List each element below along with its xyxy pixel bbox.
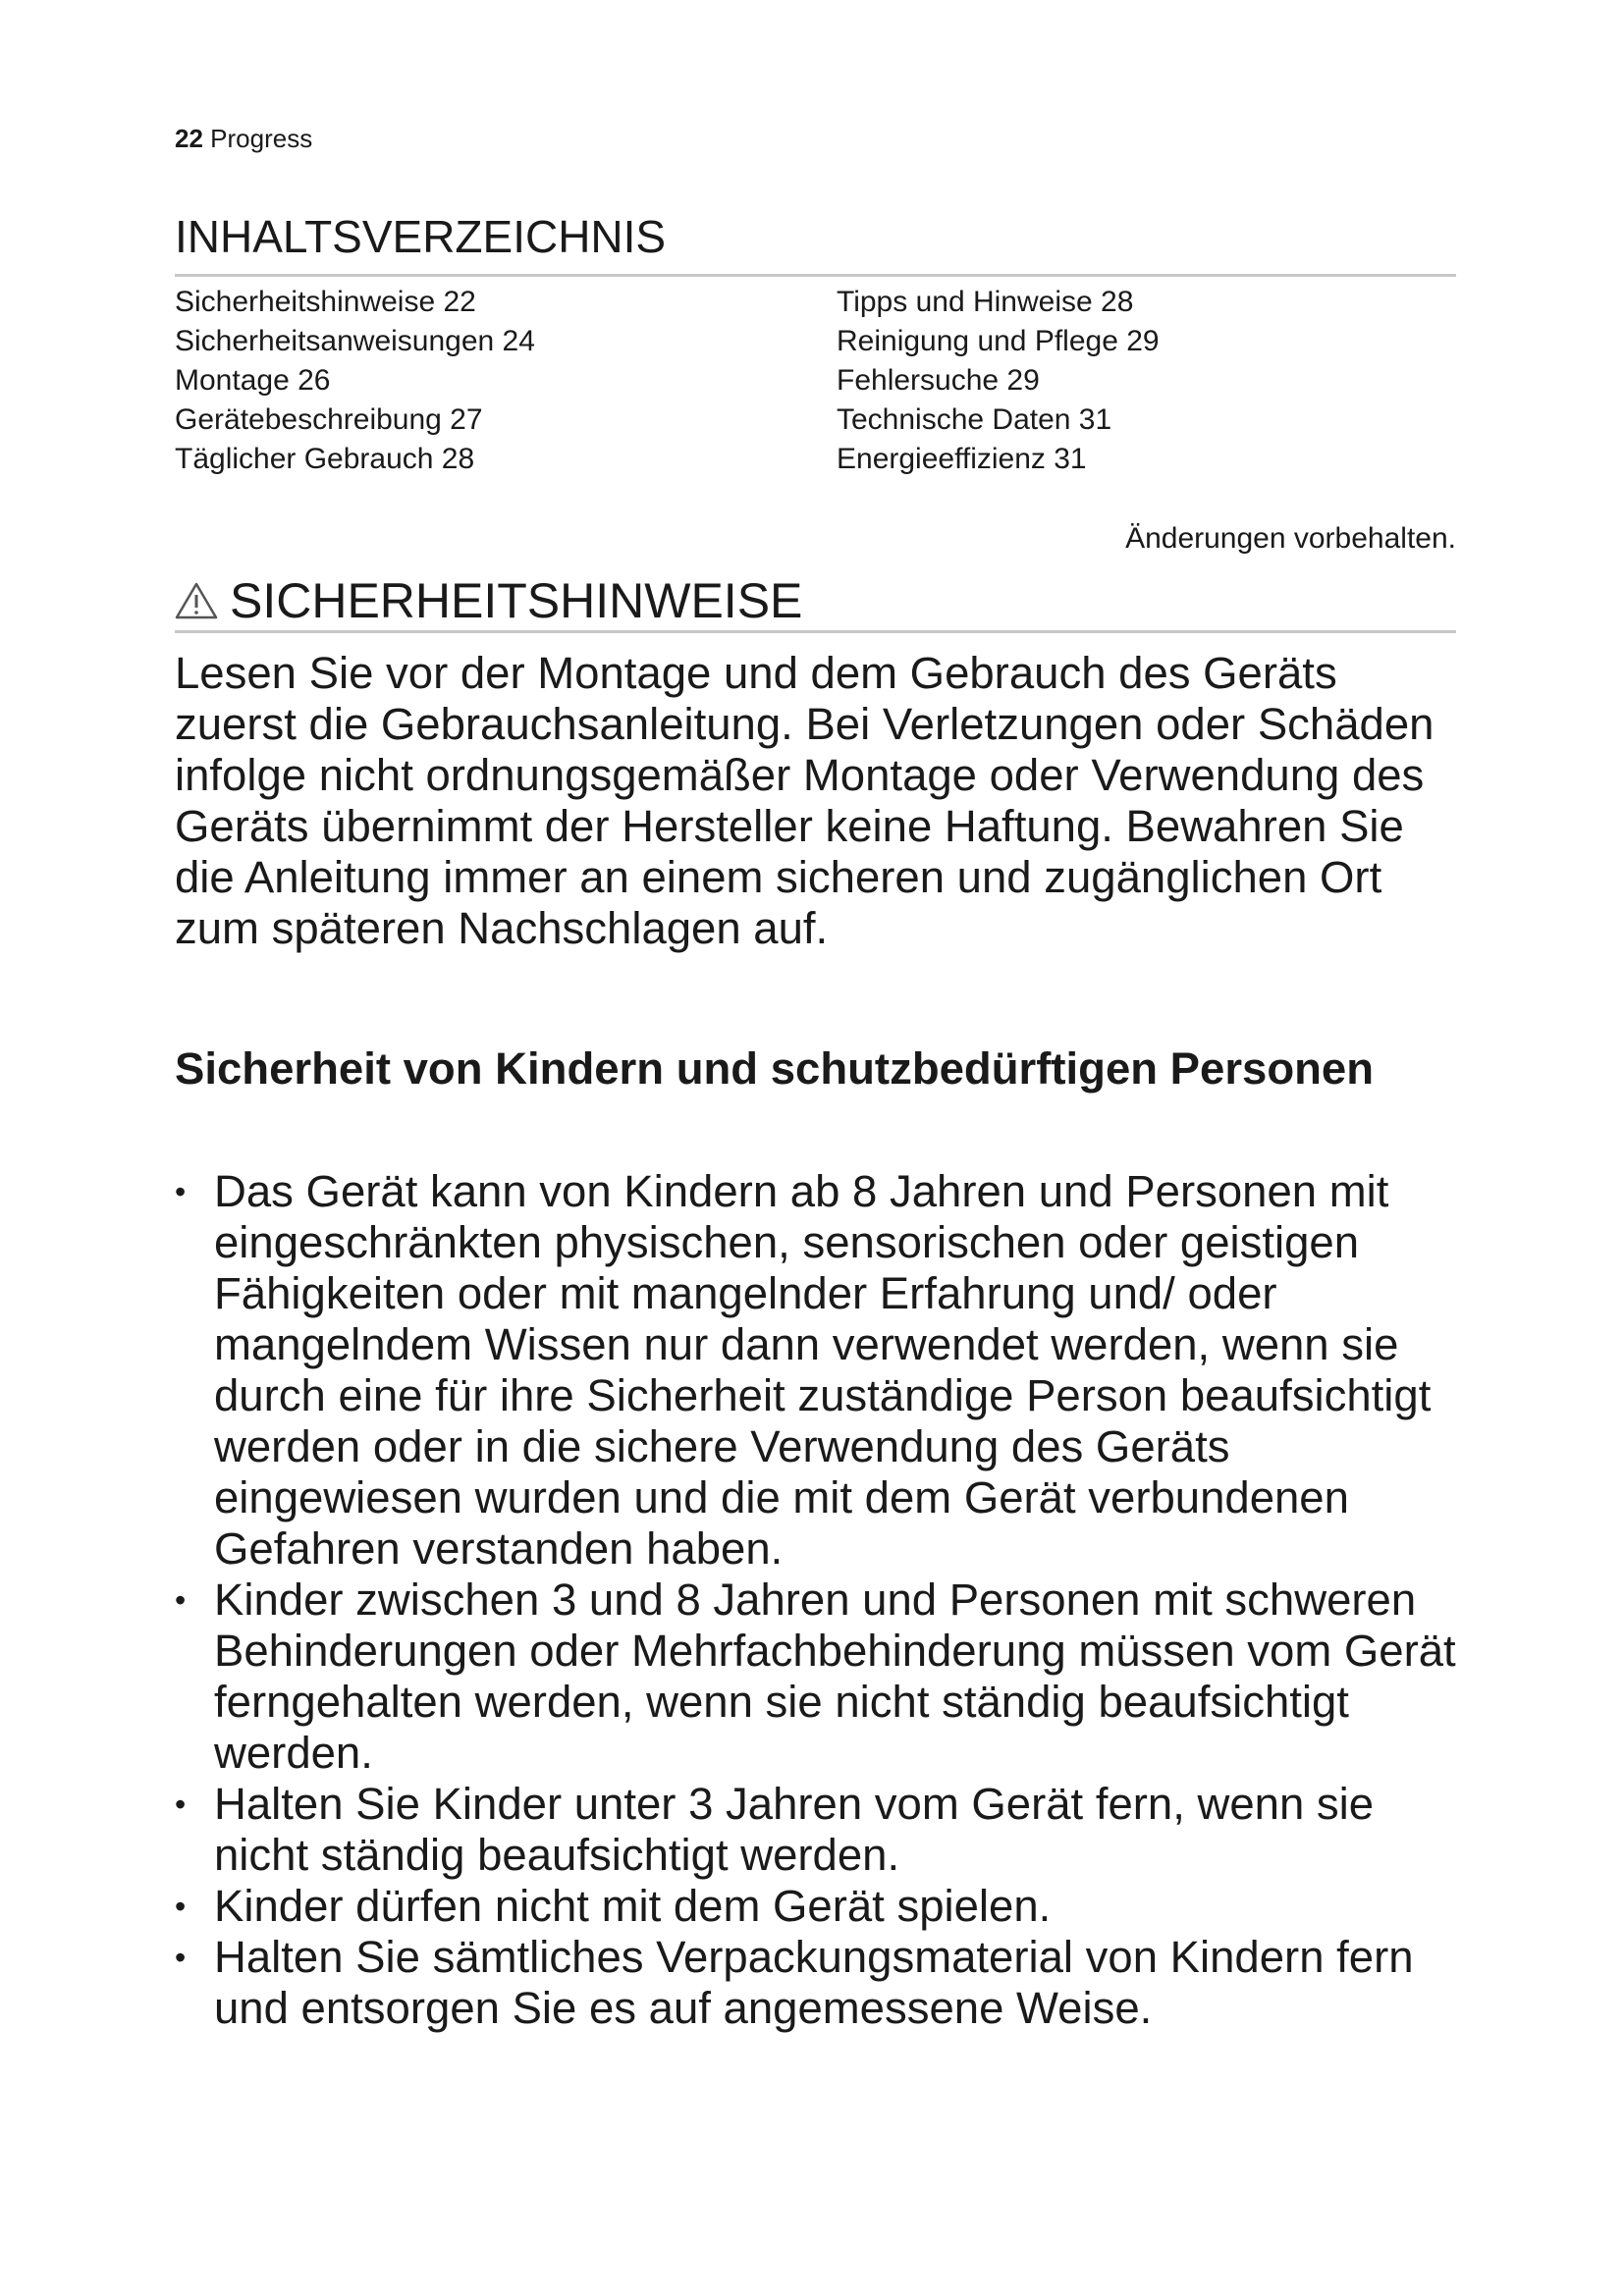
warning-triangle-icon <box>175 581 218 620</box>
section-divider <box>175 630 1456 633</box>
toc-left-column <box>175 283 535 479</box>
section-title-text: SICHERHEITSHINWEISE <box>230 573 803 628</box>
section-title <box>175 572 802 629</box>
list-item: • Das Gerät kann von Kindern ab 8 Jahren und Personen mit eingeschränkten physischen, sensorischen oder geistigen Fähigkeiten oder mit mangelnder Erfahrung und/ oder mangelndem Wissen nur dann verwendet werden, wenn sie durch eine für ihre Sicherheit zuständige Person beaufsichtigt werden oder in die sichere Verwendung des Geräts eingewiesen wurden und die mit dem Gerät verbundenen Gefahren verstanden haben. <box>175 1166 1471 1575</box>
toc-entry[interactable]: Technische Daten 31 <box>837 403 1112 436</box>
bullet-list <box>175 1166 1471 2034</box>
list-item: • Halten Sie Kinder unter 3 Jahren vom Gerät fern, wenn sie nicht ständig beaufsichtigt werden. <box>175 1779 1471 1881</box>
list-item: • Kinder zwischen 3 und 8 Jahren und Personen mit schweren Behinderungen oder Mehrfachbehinderung müssen vom Gerät ferngehalten werden, wenn sie nicht ständig beaufsichtigt werden. <box>175 1575 1471 1779</box>
subject-to-change-note: Änderungen vorbehalten. <box>1125 522 1456 555</box>
intro-paragraph: Lesen Sie vor der Montage und dem Gebrauch des Geräts zuerst die Gebrauchsanleitung. Bei Verletzungen oder Schäden infolge nicht ordnungsgemäßer Montage oder Verwendung des Geräts übernimmt der Hersteller keine Haftung. Bewahren Sie die Anleitung immer an einem sicheren und zugänglichen Ort zum späteren Nachschlagen auf. <box>175 648 1435 953</box>
list-item: • Kinder dürfen nicht mit dem Gerät spielen. <box>175 1881 1471 1932</box>
brand-name: Progress <box>210 124 313 153</box>
toc-entry[interactable]: Energieeffizienz 31 <box>837 443 1087 475</box>
page-header <box>175 126 312 151</box>
toc-title: INHALTSVERZEICHNIS <box>175 211 667 262</box>
toc-entry[interactable]: Reinigung und Pflege 29 <box>837 325 1160 357</box>
subsection-title: Sicherheit von Kindern und schutzbedürftigen Personen <box>175 1043 1375 1094</box>
toc-divider <box>175 274 1456 277</box>
toc-entry[interactable]: Gerätebeschreibung 27 <box>175 403 483 436</box>
toc-entry[interactable]: Fehlersuche 29 <box>837 364 1040 397</box>
list-item: • Halten Sie sämtliches Verpackungsmaterial von Kindern fern und entsorgen Sie es auf angemessene Weise. <box>175 1932 1471 2034</box>
toc-entry[interactable]: Montage 26 <box>175 364 331 397</box>
toc-entry[interactable]: Täglicher Gebrauch 28 <box>175 443 475 475</box>
toc-entry[interactable]: Sicherheitsanweisungen 24 <box>175 325 535 357</box>
page-number: 22 <box>175 124 203 153</box>
toc-entry[interactable]: Sicherheitshinweise 22 <box>175 286 476 318</box>
toc-right-column <box>837 283 1160 479</box>
toc-entry[interactable]: Tipps und Hinweise 28 <box>837 286 1134 318</box>
